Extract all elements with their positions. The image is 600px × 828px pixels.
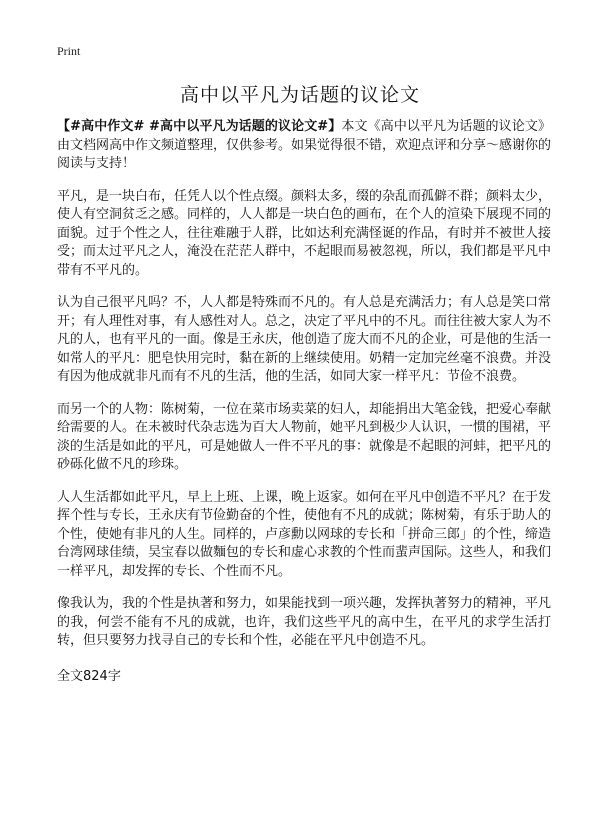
paragraph: 而另一个的人物：陈树菊，一位在菜市场卖菜的妇人，却能捐出大笔金钱，把爱心奉献给需要的人。在未被时代杂志选为百大人物前，她平凡到极少人认识，一惯的围裙，平淡的生活是如此的平凡，可是她做人一件不平凡的事：就像是不起眼的河蚌，把平凡的砂砾化做不凡的珍珠。 [57, 401, 552, 472]
article-body [57, 118, 551, 684]
paragraph: 平凡，是一块白布，任凭人以个性点缀。颜料太多，缀的杂乱而孤僻不群；颜料太少，使人有空洞贫乏之感。同样的，人人都是一块白色的画布，在个人的渲染下展现不同的面貌。过于个性之人，往往难融于人群，比如达利充满怪诞的作品，有时并不被世人接受；而太过平凡之人，淹没在茫茫人群中，不起眼而易被忽视，所以，我们都是平凡中带有不平凡的。 [57, 188, 552, 278]
intro-tag: 【#高中作文# #高中以平凡为话题的议论文#】 [57, 119, 342, 134]
article-title: 高中以平凡为话题的议论文 [179, 84, 420, 106]
paragraph: 像我认为，我的个性是执著和努力，如果能找到一项兴趣，发挥执著努力的精神，平凡的我，何尝不能有不凡的成就，也许，我们这些平凡的高中生，在平凡的求学生活打转，但只要努力找寻自己的专长和个性，必能在平凡中创造不凡。 [57, 596, 552, 648]
intro-paragraph [57, 118, 551, 174]
paragraph: 认为自己很平凡吗？不，人人都是特殊而不凡的。有人总是充满活力；有人总是笑口常开；有人理性对事，有人感性对人。总之，决定了平凡中的不凡。而往往被大家人为不凡的人，也有平凡的一面。像是王永庆，他创造了庞大而不凡的企业，可是他的生活一如常人的平凡：肥皂快用完时，黏在新的上继续使用。奶精一定加完丝毫不浪费。并没有因为他成就非凡而有不凡的生活，他的生活，如同大家一样平凡：节俭不浪费。 [57, 295, 552, 384]
print-link[interactable]: Print [57, 44, 81, 58]
intro-text: 本文《高中以平凡为话题的议论文》由文档网高中作文频道整理，仅供参考。如果觉得很不错，欢迎点评和分享～感谢你的阅读与支持！ [57, 119, 552, 171]
word-count: 全文824字 [57, 668, 121, 684]
paragraph: 人人生活都如此平凡，早上上班、上课，晚上返家。如何在平凡中创造不平凡？在于发挥个性与专长，王永庆有节俭勤奋的个性，使他有不凡的成就；陈树菊，有乐于助人的个性，使她有非凡的人生。同样的，卢彦勳以网球的专长和「拼命三郎」的个性，缔造台湾网球佳绩，吴宝春以做麵包的专长和虚心求教的个性而蜚声国际。这些人，和我们一样平凡，却发挥的专长、个性而不凡。 [57, 489, 552, 579]
